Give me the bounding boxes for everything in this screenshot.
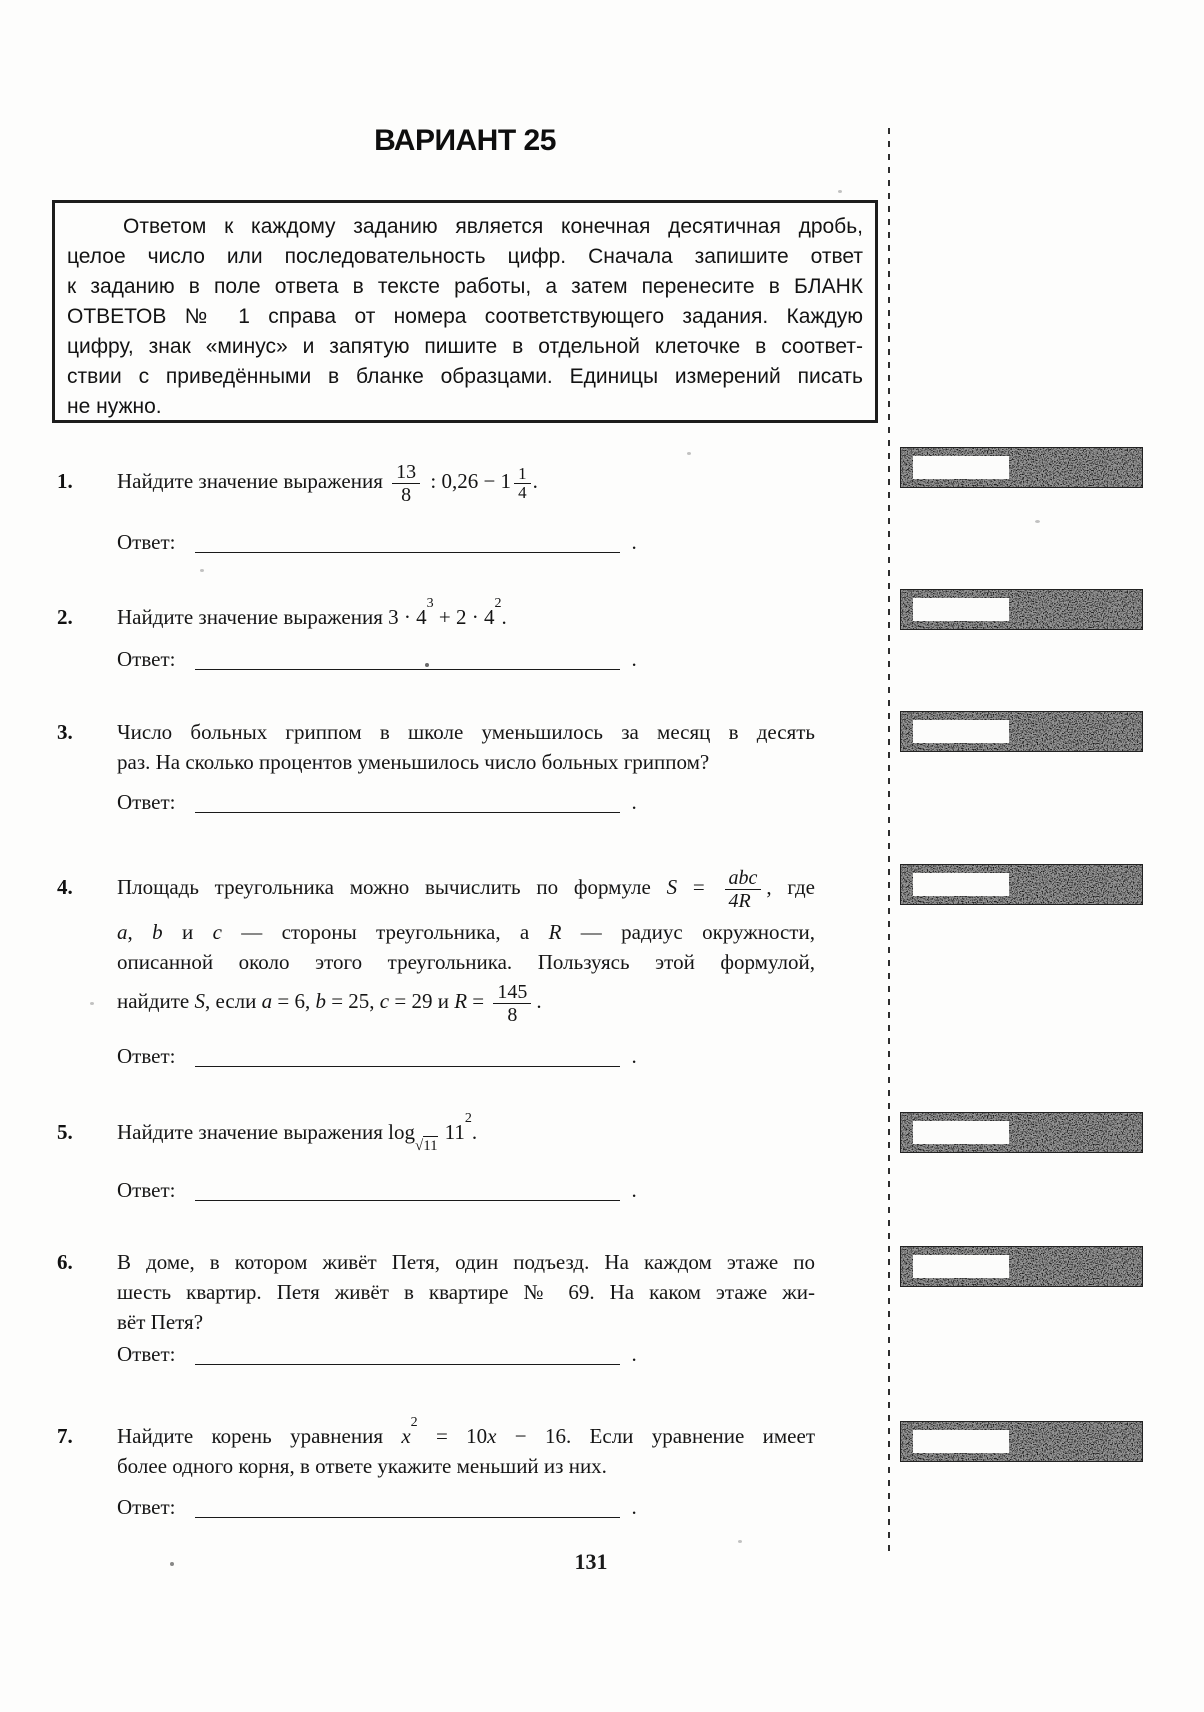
answer-strip-redacted-1 (901, 448, 1142, 487)
problem-5-text: Найдите значение выражения log (117, 1120, 415, 1144)
scan-speck (170, 1562, 174, 1566)
problem-5-number: 5. (57, 1120, 73, 1144)
problem-7-line-2: более одного корня, в ответе укажите меньший из них. (117, 1454, 607, 1478)
radicand: 11 (423, 1138, 438, 1155)
answer-period: . (631, 1178, 637, 1202)
answer-strip-blank-box (913, 873, 1009, 896)
answer-strip-redacted-6 (901, 1247, 1142, 1286)
fraction-1-4: $\frac{1}{4}$ (514, 468, 531, 498)
fraction-145-8: $\frac{145}{8}$ (493, 988, 531, 1018)
var-R: R (454, 989, 468, 1013)
fraction-13-8: $\frac{13}{8}$ (392, 468, 420, 498)
problem-1-number: 1. (57, 469, 73, 493)
cut-line (888, 128, 890, 1553)
problem-3-answer-row (117, 787, 637, 817)
problem-5-text: . (471, 1120, 478, 1144)
answer-blank-line (195, 1180, 620, 1201)
var-a: a (261, 989, 273, 1013)
instruction-line: к заданию в поле ответа в тексте работы, а затем перенесите в БЛАНК (67, 275, 863, 298)
page-number: 131 (574, 1549, 608, 1574)
instruction-line: Ответом к каждому заданию является конечная десятичная дробь, (123, 215, 863, 238)
answer-label: Ответ: (117, 530, 176, 554)
problem-4-answer-row (117, 1041, 637, 1071)
problem-7-number: 7. (57, 1424, 73, 1448)
answer-strip-blank-box (913, 1430, 1009, 1453)
problem-1-text: . (532, 469, 538, 493)
answer-strip-redacted-3 (901, 712, 1142, 751)
problem-4-text: . (536, 989, 542, 1013)
scan-speck (200, 569, 204, 572)
scan-speck (687, 452, 691, 455)
problem-2-answer-row (117, 644, 637, 674)
problem-4-line-2 (117, 917, 815, 947)
problem-6-answer-row (117, 1339, 637, 1369)
var-c: c (212, 920, 222, 944)
var-c: c (379, 989, 390, 1013)
answer-period: . (631, 530, 637, 554)
log-base-sqrt-11 (415, 1138, 438, 1154)
answer-label: Ответ: (117, 1342, 176, 1366)
problem-4-text: — стороны треугольника, а (221, 920, 549, 944)
instruction-line: цифру, знак «минус» и запятую пишите в отдельной клеточке в соответ- (67, 335, 863, 358)
problem-4-text: , где (766, 875, 815, 899)
answer-label: Ответ: (117, 1495, 176, 1519)
answer-strip-blank-box (913, 456, 1009, 479)
exponent: 2 (464, 1111, 472, 1126)
problem-1-answer-row (117, 527, 637, 557)
problem-4-line-4 (117, 980, 815, 1026)
answer-strip-blank-box (913, 1255, 1009, 1278)
scan-speck (738, 1540, 742, 1543)
problem-2-text: + 2 · 4 (433, 605, 495, 629)
var-b: b (152, 920, 163, 944)
problem-7-text: = 10 (417, 1424, 488, 1448)
problem-7-text: Найдите корень уравнения (117, 1424, 402, 1448)
problem-1-text: : 0,26 − 1 (425, 469, 512, 493)
problem-4-line-1 (117, 866, 815, 912)
problem-6-number: 6. (57, 1250, 73, 1274)
problem-6-line-2: шесть квартир. Петя живёт в квартире № 69. На каком этаже жи- (117, 1280, 815, 1304)
problem-3-line-2: раз. На сколько процентов уменьшилось число больных гриппом? (117, 750, 710, 774)
var-b: b (315, 989, 326, 1013)
answer-period: . (631, 790, 637, 814)
problem-4-line-3: описанной около этого треугольника. Пользуясь этой формулой, (117, 950, 815, 974)
var-S: S (666, 875, 678, 899)
instruction-line: не нужно. (67, 395, 162, 418)
problem-4-text: — радиус окружности, (561, 920, 815, 944)
problem-4-text: = 25, (325, 989, 380, 1013)
answer-label: Ответ: (117, 790, 176, 814)
answer-label: Ответ: (117, 1044, 176, 1068)
scan-speck (838, 190, 842, 193)
scan-speck (90, 1002, 94, 1005)
fraction-abc-4R: $\frac{\text{abc}}{4R}$ (725, 874, 762, 904)
equals: = (677, 875, 721, 899)
problem-4-text: = 29 и (389, 989, 455, 1013)
problem-4-text: найдите (117, 989, 195, 1013)
problem-4-text: и (162, 920, 213, 944)
answer-strip-blank-box (913, 720, 1009, 743)
scan-speck (425, 663, 429, 667)
scan-speck (1035, 520, 1040, 523)
problem-4-text: Площадь треугольника можно вычислить по формуле (117, 875, 667, 899)
instruction-line: целое число или последовательность цифр. Сначала запишите ответ (67, 245, 863, 268)
problem-3-number: 3. (57, 720, 73, 744)
problem-6-line-1: В доме, в котором живёт Петя, один подъезд. На каждом этаже по (117, 1250, 815, 1274)
answer-blank-line (195, 1046, 620, 1067)
answer-label: Ответ: (117, 1178, 176, 1202)
problem-7-answer-row (117, 1492, 637, 1522)
instruction-line: ОТВЕТОВ № 1 справа от номера соответствующего задания. Каждую (67, 305, 863, 328)
problem-5-answer-row (117, 1175, 637, 1205)
page-title: ВАРИАНТ 25 (374, 124, 556, 157)
problem-7-text: − 16. Если уравнение имеет (496, 1424, 816, 1448)
answer-period: . (631, 1044, 637, 1068)
answer-strip-redacted-2 (901, 590, 1142, 629)
problem-2-number: 2. (57, 605, 73, 629)
var-a: a (117, 920, 128, 944)
answer-period: . (631, 1342, 637, 1366)
problem-6-line-3: вёт Петя? (117, 1310, 204, 1334)
answer-strip-blank-box (913, 1121, 1009, 1144)
problem-4-text: , если (204, 989, 262, 1013)
answer-strip-blank-box (913, 598, 1009, 621)
answer-strip-redacted-7 (901, 1422, 1142, 1461)
problem-5-text: 11 (444, 1120, 465, 1144)
radical-sign: √ (414, 1138, 424, 1155)
problem-4-text: = (467, 989, 490, 1013)
var-x: x (401, 1424, 411, 1448)
problem-1-line-1 (117, 460, 815, 506)
answer-label: Ответ: (117, 647, 176, 671)
exponent: 2 (494, 596, 502, 611)
problem-3-line-1: Число больных гриппом в школе уменьшилось за месяц в десять (117, 720, 815, 744)
var-S: S (194, 989, 205, 1013)
exponent: 3 (426, 596, 434, 611)
problem-4-text: = 6, (272, 989, 316, 1013)
problem-2-line-1 (117, 596, 815, 632)
problem-5-line-1 (117, 1111, 815, 1155)
answer-strip-redacted-4 (901, 865, 1142, 904)
answer-blank-line (195, 792, 620, 813)
problem-1-text: Найдите значение выражения (117, 469, 383, 493)
answer-period: . (631, 647, 637, 671)
problem-2-text: Найдите значение выражения 3 · 4 (117, 605, 427, 629)
problem-4-text: , (127, 920, 153, 944)
problem-4-number: 4. (57, 875, 73, 899)
instructions-box (52, 200, 878, 423)
answer-blank-line (195, 532, 620, 553)
var-R: R (548, 920, 562, 944)
problem-7-line-1 (117, 1415, 816, 1451)
instruction-line: ствии с приведёнными в бланке образцами. Единицы измерений писать (67, 365, 863, 388)
answer-blank-line (195, 1497, 620, 1518)
answer-blank-line (195, 1344, 620, 1365)
answer-blank-line (195, 649, 620, 670)
problem-2-text: . (501, 605, 507, 629)
answer-period: . (631, 1495, 637, 1519)
exponent: 2 (410, 1415, 418, 1430)
var-x: x (487, 1424, 497, 1448)
answer-strip-redacted-5 (901, 1113, 1142, 1152)
